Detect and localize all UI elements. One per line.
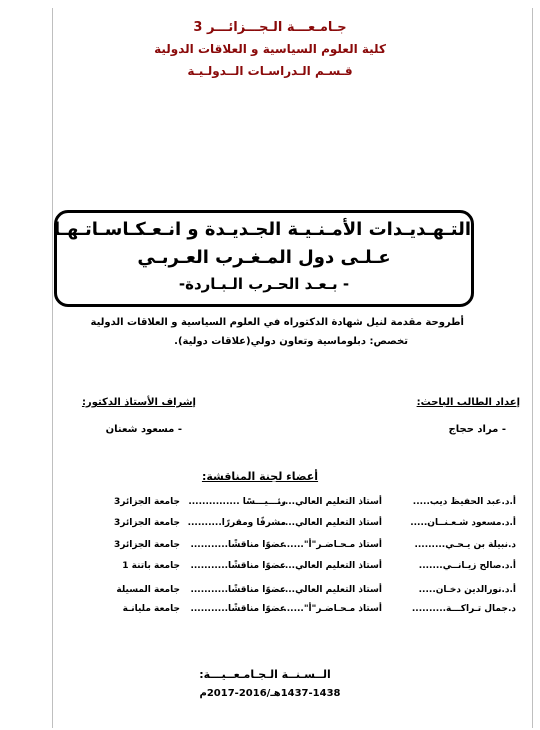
committee-member-row [0,497,540,515]
member-university: جامعة باتنة 1 [122,561,180,571]
member-name: أ.د.نورالدين دخـان..... [418,585,516,595]
academic-year-value: 1437-1438هـ/2016-2017م [199,688,341,699]
member-role: مشرفًا ومقررًا.......... [187,518,286,528]
member-name: د.جمال تـراكـــة.......... [411,604,516,614]
member-university: جامعة الجزائر3 [114,518,180,528]
thesis-purpose: أطروحة مقدمة لنيل شهادة الدكتوراه في العلوم السياسية و العلاقات الدولية [90,317,464,328]
member-university: جامعة الجزائر3 [114,540,180,550]
committee-member-row [0,604,540,622]
researcher-label: إعداد الطالب الباحث: [416,397,520,408]
faculty-name: كلية العلوم السياسية و العلاقات الدولية [154,42,386,56]
member-role: عضوًا مناقشًا........... [190,604,286,614]
member-role: عضوًا مناقشًا........... [190,540,286,550]
thesis-specialization: تخصص: دبلوماسية وتعاون دولي(علاقات دولية). [174,336,408,347]
member-role: عضوًا مناقشًا........... [190,561,286,571]
academic-year-label: الــسـنــة الـجـامـعــيـــة: [199,668,331,681]
member-rank: أستاذ التعليم العالي..... [277,585,382,595]
member-rank: أستاذ مـحـاضـر"أ"...... [283,604,382,614]
committee-member-row [0,585,540,603]
thesis-title-line-1: التـهـديـدات الأمـنـيـة الجـديـدة و انـعـكـاسـاتـهـا [54,219,471,240]
member-name: أ.د.صالح زيـانــي....... [418,561,516,571]
researcher-name: - مراد حجاج [448,424,506,435]
thesis-title-box [54,210,474,307]
member-role: عضوًا مناقشًا........... [190,585,286,595]
university-name: جـامـعـــة الـجـــزائـــر 3 [193,20,347,35]
committee-member-row [0,561,540,579]
member-rank: أستاذ مـحـاضـر"أ"...... [283,540,382,550]
member-rank: أستاذ التعليم العالي..... [277,561,382,571]
member-university: جامعة الجزائر3 [114,497,180,507]
member-university: جامعة مليانـة [122,604,180,614]
committee-title: أعضاء لجنة المناقشة: [201,470,319,483]
thesis-title-line-2: عـلـى دول المـغـرب العـربـي [137,247,391,268]
member-name: د.نبيلة بن يـحـي......... [414,540,516,550]
member-role: رئـــيـــسًا ............... [188,497,286,507]
department-name: قـسـم الـدراسـات الــدولـيـة [187,64,353,78]
supervisor-label: إشراف الأستاذ الدكتور: [81,397,196,408]
thesis-title-line-3: - بـعـد الحـرب الـبـاردة- [178,275,350,293]
member-name: أ.د.مسعود شـعـنــان..... [410,518,516,528]
member-name: أ.د.عبد الحفيظ ديب..... [412,497,516,507]
member-rank: أستاذ التعليم العالي..... [277,518,382,528]
committee-member-row [0,540,540,558]
committee-member-row [0,518,540,536]
supervisor-name: - مسعود شعنان [105,424,182,435]
member-university: جامعة المسيلة [116,585,180,595]
member-rank: أستاذ التعليم العالي..... [277,497,382,507]
